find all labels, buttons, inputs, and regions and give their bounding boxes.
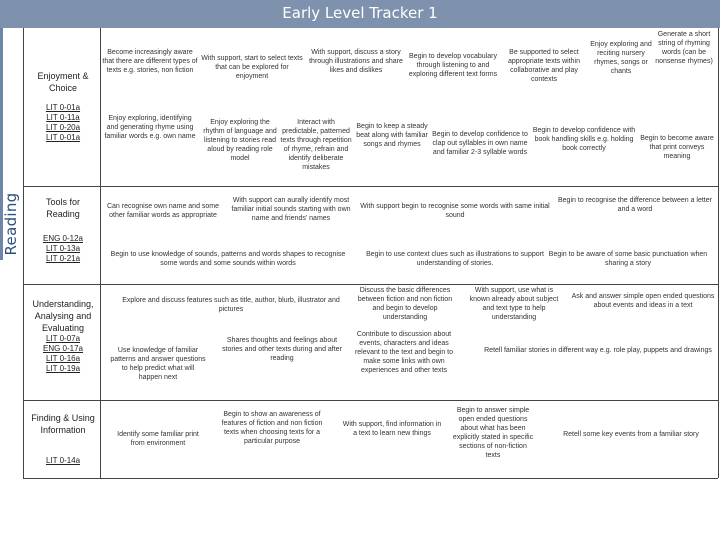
outcome-code: LIT 0-14a	[45, 456, 81, 465]
grid-line	[23, 478, 718, 479]
outcome-code: LIT 0-19a	[45, 364, 81, 373]
grid-line	[23, 186, 718, 187]
criterion: Enjoy exploring and reciting nursery rhymes, songs or chants	[590, 41, 652, 75]
criterion: Can recognise own name and some other familiar words as appropriate	[106, 203, 220, 219]
criterion: Begin to develop vocabulary through listening to and exploring different text forms	[408, 53, 498, 78]
criterion: With support, find information in a text to learn new things	[342, 421, 442, 437]
criterion: Retell some key events from a familiar story	[563, 431, 699, 438]
outcome-code: LIT 0-07a	[45, 334, 81, 343]
category-label: Enjoyment & Choice	[37, 71, 89, 93]
criterion: Enjoy exploring, identifying and generating rhyme using familiar words e.g. own name	[104, 115, 196, 140]
criterion: With support begin to recognise some words with same initial sound	[360, 203, 550, 219]
criterion: Explore and discuss features such as title, author, blurb, illustrator and pictures	[122, 297, 340, 313]
criterion: With support can aurally identify most familiar initial sounds starting with own name and friends' names	[231, 197, 351, 222]
criterion: Discuss the basic differences between fiction and non fiction and begin to develop understanding	[357, 287, 453, 321]
criterion: Use knowledge of familiar patterns and answer questions to help predict what will happen next	[110, 347, 206, 381]
criterion: Interact with predictable, patterned texts through repetition of rhyme, refrain and identify deliberate mistakes	[280, 119, 352, 171]
criterion: Begin to keep a steady beat along with familiar songs and rhymes	[356, 123, 428, 148]
criterion: Begin to be aware of some basic punctuation when sharing a story	[548, 251, 708, 267]
criterion: Begin to develop confidence with book handling skills e.g. holding book correctly	[532, 127, 636, 152]
category-label: Tools for Reading	[45, 197, 80, 219]
category-label: Understanding, Analysing and Evaluating	[32, 299, 94, 333]
criterion: Ask and answer simple open ended questions about events and ideas in a text	[571, 293, 715, 309]
outcome-codes	[30, 234, 96, 264]
outcome-code: LIT 0-20a	[45, 123, 81, 132]
criterion: Begin to become aware that print conveys meaning	[640, 135, 714, 160]
outcome-code: ENG 0-17a	[42, 344, 84, 353]
criterion: Identify some familiar print from environment	[117, 431, 199, 447]
outcome-codes	[30, 334, 96, 374]
criterion: Shares thoughts and feelings about stories and other texts during and after reading	[222, 337, 342, 362]
section-label: Reading	[2, 192, 20, 256]
criterion: Contribute to discussion about events, characters and ideas relevant to the text and begin to make some links with own experiences and other texts	[354, 331, 454, 374]
criterion: With support, discuss a story through illustrations and share likes and dislikes	[309, 49, 403, 74]
criterion: Retell familiar stories in different way e.g. role play, puppets and drawings	[484, 347, 712, 354]
outcome-code: LIT 0-16a	[45, 354, 81, 363]
grid-line	[718, 28, 719, 478]
criterion: Begin to answer simple open ended questions about what has been explicitly stated in specific sections of non-fiction texts	[452, 407, 534, 459]
grid-line	[23, 28, 24, 478]
criterion: Be supported to select appropriate texts within collaborative and play contexts	[508, 49, 580, 83]
criterion: Begin to show an awareness of features of fiction and non fiction texts when choosing texts for a particular purpose	[221, 411, 323, 445]
criterion: Generate a short string of rhyming words (can be nonsense rhymes)	[655, 31, 713, 65]
outcome-codes	[30, 103, 96, 143]
outcome-code: ENG 0-12a	[42, 234, 84, 243]
grid-line	[100, 28, 101, 478]
outcome-code: LIT 0-01a	[45, 133, 81, 142]
outcome-code: LIT 0-21a	[45, 254, 81, 263]
criterion: Enjoy exploring the rhythm of language and listening to stories read aloud by reading role model	[203, 119, 277, 162]
criterion: Become increasingly aware that there are different types of texts e.g. stories, non fiction	[102, 49, 198, 74]
outcome-code: LIT 0-13a	[45, 244, 81, 253]
outcome-code: LIT 0-11a	[46, 113, 80, 122]
category-label: Finding & Using Information	[31, 413, 95, 435]
criterion: With support, start to select texts that can be explored for enjoyment	[201, 55, 303, 80]
criterion: Begin to use knowledge of sounds, patterns and words shapes to recognise some words and some sounds within words	[110, 251, 346, 267]
outcome-codes	[30, 456, 96, 466]
criterion: Begin to develop confidence to clap out syllables in own name and familiar 2-3 syllable words	[432, 131, 528, 156]
criterion: Begin to recognise the difference between a letter and a word	[558, 197, 712, 213]
page-title: Early Level Tracker 1	[282, 4, 438, 22]
grid-line	[23, 284, 718, 285]
criterion: With support, use what is known already about subject and text type to help understanding	[469, 287, 559, 321]
outcome-code: LIT 0-01a	[45, 103, 81, 112]
criterion: Begin to use context clues such as illustrations to support understanding of stories.	[366, 251, 544, 267]
grid-line	[23, 400, 718, 401]
